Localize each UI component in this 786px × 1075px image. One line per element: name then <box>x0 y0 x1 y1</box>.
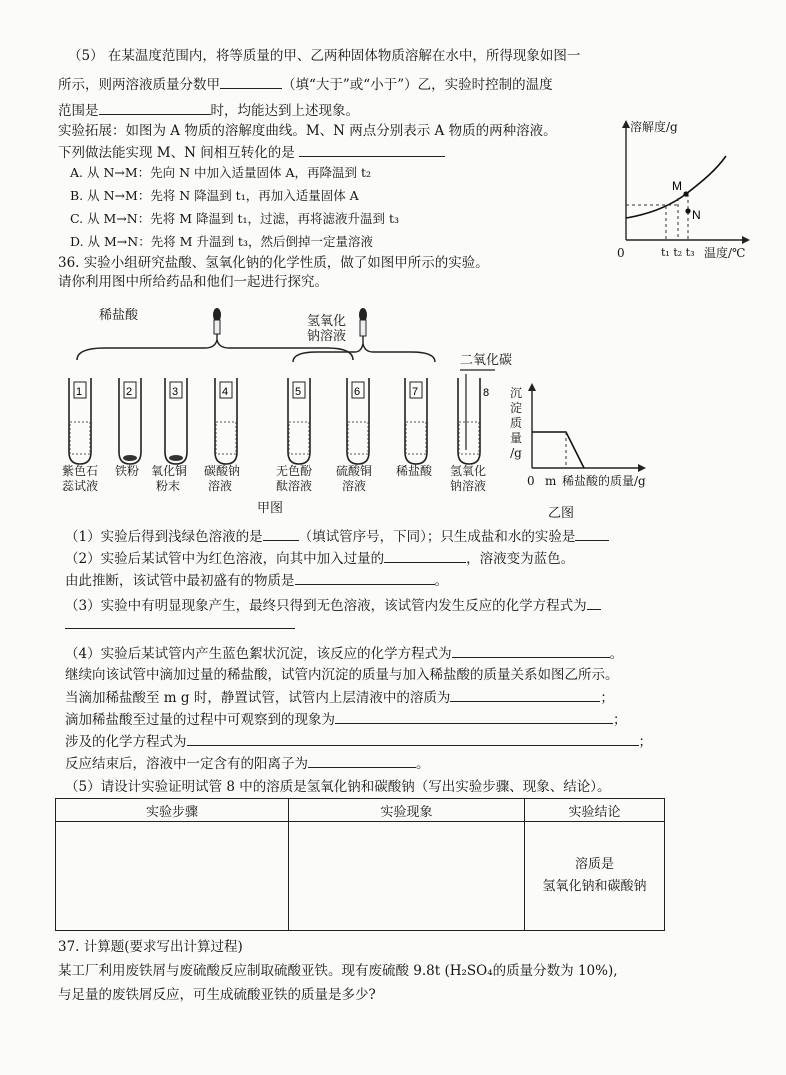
q36-part1-text-a: （1）实验后得到浅绿色溶液的是 <box>65 529 263 545</box>
tube-number-1: 1 <box>76 386 83 398</box>
tube-8-label-b: 钠溶液 <box>450 479 487 493</box>
tube-6-label-a: 硫酸铜 <box>336 464 373 478</box>
answer-blank-reagent[interactable] <box>384 549 466 563</box>
y-axis-arrow <box>622 120 630 128</box>
answer-blank-equation-4[interactable] <box>452 644 610 658</box>
tube-number-2: 2 <box>126 386 133 398</box>
graph-yi-y-char-1: 沉 <box>509 386 522 400</box>
tube-6-label-b: 溶液 <box>342 479 367 493</box>
q37-line1: 某工厂利用废铁屑与废硫酸反应制取硫酸亚铁。现有废硫酸 9.8t (H₂SO₄的质量分数为 10%), <box>58 963 618 979</box>
graph-yi-x-label: 稀盐酸的质量/g <box>562 474 646 488</box>
tube-number-3: 3 <box>172 386 179 398</box>
answer-blank-compare[interactable] <box>220 75 282 89</box>
graph-yi-m: m <box>545 474 557 488</box>
q36-part4-line1: （4）实验后某试管内产生蓝色絮状沉淀，该反应的化学方程式为 。 <box>65 646 624 662</box>
point-m <box>683 191 688 196</box>
label-co2: 二氧化碳 <box>460 353 513 368</box>
label-dropper-naoh-b: 钠溶液 <box>307 329 347 344</box>
q36-part3-line2 <box>65 615 295 634</box>
q35-part5-line2 <box>58 75 553 94</box>
label-dropper-naoh-a: 氢氧化 <box>307 314 347 329</box>
cell-phenomena[interactable] <box>289 822 525 931</box>
graph-yi-y-char-5: /g <box>510 446 522 460</box>
tube-7-label: 稀盐酸 <box>396 464 433 478</box>
cell-steps[interactable] <box>56 822 289 931</box>
experiment-design-table <box>55 798 665 931</box>
answer-blank-solute[interactable] <box>450 688 600 702</box>
q36-part2-text-a: （2）实验后某试管中为红色溶液，向其中加入过量的 <box>65 551 385 567</box>
q36-part4-text-d: 滴加稀盐酸至过量的过程中可观察到的现象为 <box>65 712 335 728</box>
figure-jia-caption: 甲图 <box>257 501 284 516</box>
dropper-hydrochloric-acid <box>213 308 221 342</box>
table-row <box>56 822 665 931</box>
q35-part5-line1: （5） 在某温度范围内，将等质量的甲、乙两种固体物质溶解在水中，所得现象如图一 <box>68 48 581 64</box>
q36-part4-line5: 涉及的化学方程式为 ； <box>65 734 652 750</box>
q36-part5: （5）请设计实验证明试管 8 中的溶质是氢氧化钠和碳酸钠（写出实验步骤、现象、结论）。 <box>65 779 611 795</box>
answer-blank-cations[interactable] <box>308 754 416 768</box>
cell-conclusion <box>525 822 665 931</box>
label-dropper-hcl: 稀盐酸 <box>99 308 139 323</box>
point-n <box>685 208 690 213</box>
tube-number-4: 4 <box>222 386 229 398</box>
graph-y-label: 溶解度/g <box>630 120 678 134</box>
tube-8-label-a: 氢氧化 <box>450 464 487 478</box>
header-phenomena: 实验现象 <box>289 799 525 822</box>
answer-blank-equations[interactable] <box>187 732 639 746</box>
q35-part5-text-d: 时，均能达到上述现象。 <box>210 103 359 119</box>
q35-part5-text-c: 范围是 <box>58 103 99 119</box>
q36-part2-line2 <box>65 571 448 590</box>
q36-part3 <box>65 596 601 615</box>
q37-line2: 与足量的废铁屑反应，可生成硫酸亚铁的质量是多少? <box>58 987 376 1003</box>
option-b: B. 从 N→M：先将 N 降温到 t₁，再加入适量固体 A <box>70 188 359 203</box>
conclusion-line1: 溶质是 <box>574 857 614 872</box>
q35-part5-text-b: （填“大于”或“小于”）乙，实验时控制的温度 <box>282 77 553 93</box>
graph-x-label: 温度/℃ <box>704 246 746 260</box>
answer-blank-equation-3[interactable] <box>65 615 295 629</box>
tube-3-label-b: 粉末 <box>156 479 181 493</box>
dropper-sodium-hydroxide <box>359 308 367 346</box>
solubility-curve-graph <box>610 118 760 264</box>
answer-blank-original-substance[interactable] <box>295 571 435 585</box>
conclusion-line2: 氢氧化钠和碳酸钠 <box>542 879 647 894</box>
option-c: C. 从 M→N：先将 M 降温到 t₁，过滤，再将滤液升温到 t₃ <box>70 211 400 226</box>
q35-part5-line3 <box>58 101 359 120</box>
option-d: D. 从 M→N：先将 M 升温到 t₃，然后倒掉一定量溶液 <box>70 234 373 249</box>
q36-part2-line1 <box>65 549 574 568</box>
header-steps: 实验步骤 <box>56 799 289 822</box>
q36-part1-text-b: （填试管序号，下同）；只生成盐和水的实验是 <box>298 529 576 545</box>
q35-part5-text-a: 所示，则两溶液质量分数甲 <box>58 77 220 93</box>
tube-number-6: 6 <box>354 386 361 398</box>
graph-ticks: t₁ t₂ t₃ <box>661 246 695 259</box>
q36-part2-text-c: 由此推断，该试管中最初盛有的物质是 <box>65 573 295 589</box>
brace-tubes-5-7 <box>293 344 435 362</box>
tube-number-8: 8 <box>483 387 490 399</box>
option-a: A. 从 N→M：先向 N 中加入适量固体 A，再降温到 t₂ <box>70 165 372 180</box>
q36-part2-text-d: 。 <box>434 573 448 589</box>
tube-2-label: 铁粉 <box>115 464 140 478</box>
q36-part3-text: （3）实验中有明显现象产生，最终只得到无色溶液，该试管内发生反应的化学方程式为 <box>65 598 587 614</box>
tube-1-label-b: 蕊试液 <box>62 479 99 493</box>
q36-part4-text-f: 反应结束后，溶液中一定含有的阳离子为 <box>65 756 308 772</box>
q36-part4-text-e: 涉及的化学方程式为 <box>65 734 187 750</box>
experiment-figure-jia <box>55 300 515 480</box>
x-axis-arrow <box>742 236 750 244</box>
q36-part4-line4: 滴加稀盐酸至过量的过程中可观察到的现象为 ； <box>65 712 627 728</box>
q36-part1 <box>65 527 609 546</box>
answer-blank-green-solution[interactable] <box>263 527 299 541</box>
tube-1-label-a: 紫色石 <box>62 464 99 478</box>
label-n: N <box>692 208 701 222</box>
label-m: M <box>672 179 682 193</box>
answer-blank-salt-water[interactable] <box>575 527 609 541</box>
answer-blank-choice[interactable] <box>299 143 445 157</box>
precipitate-line <box>532 432 584 468</box>
q35-extension-line2 <box>58 143 445 162</box>
precipitate-mass-graph <box>520 380 650 485</box>
graph-yi-y-char-4: 量 <box>509 431 522 445</box>
tube-5-label-b: 酞溶液 <box>276 479 313 493</box>
tube-number-7: 7 <box>412 386 419 398</box>
graph-yi-y-label <box>508 386 524 461</box>
q35-extension-question: 下列做法能实现 M、N 间相互转化的是 <box>58 145 295 161</box>
q36-part2-text-b: ，溶液变为蓝色。 <box>466 551 575 567</box>
graph-yi-y-char-2: 淀 <box>509 401 522 415</box>
tube-4-label-b: 溶液 <box>208 479 233 493</box>
tube-3-label-a: 氧化铜 <box>151 464 188 478</box>
q36-part4-line2: 继续向该试管中滴加过量的稀盐酸，试管内沉淀的质量与加入稀盐酸的质量关系如图乙所示。 <box>65 667 619 683</box>
q36-part4-line6: 反应结束后，溶液中一定含有的阳离子为 。 <box>65 756 430 772</box>
q37-title: 37. 计算题(要求写出计算过程) <box>58 939 243 955</box>
table-header-row <box>56 799 665 822</box>
figure-yi-caption: 乙图 <box>548 506 575 521</box>
answer-blank-equation-3a[interactable] <box>587 596 601 610</box>
q35-extension-line1: 实验拓展：如图为 A 物质的溶解度曲线。M、N 两点分别表示 A 物质的两种溶液。 <box>58 123 557 139</box>
tube-number-5: 5 <box>295 386 302 398</box>
graph-yi-y-arrow <box>528 383 536 391</box>
graph-yi-origin: 0 <box>527 474 535 488</box>
test-tube-8 <box>458 378 480 464</box>
tube-4-label-a: 碳酸钠 <box>204 464 241 478</box>
q36-part4-text-c: 当滴加稀盐酸至 m g 时，静置试管，试管内上层清液中的溶质为 <box>65 690 451 706</box>
answer-blank-temperature[interactable] <box>99 101 211 115</box>
graph-yi-x-arrow <box>638 464 646 472</box>
q36-intro-line2: 请你利用图中所给药品和他们一起进行探究。 <box>58 274 328 290</box>
graph-origin: 0 <box>617 246 625 260</box>
q36-part4-line3: 当滴加稀盐酸至 m g 时，静置试管，试管内上层清液中的溶质为 ； <box>65 690 614 706</box>
header-conclusion: 实验结论 <box>525 799 665 822</box>
q36-intro-line1: 36. 实验小组研究盐酸、氢氧化钠的化学性质，做了如图甲所示的实验。 <box>58 255 489 271</box>
tube-5-label-a: 无色酚 <box>276 464 313 478</box>
q36-part4-text-a: （4）实验后某试管内产生蓝色絮状沉淀，该反应的化学方程式为 <box>65 646 452 662</box>
answer-blank-phenomenon[interactable] <box>335 710 613 724</box>
graph-yi-y-char-3: 质 <box>509 416 522 430</box>
